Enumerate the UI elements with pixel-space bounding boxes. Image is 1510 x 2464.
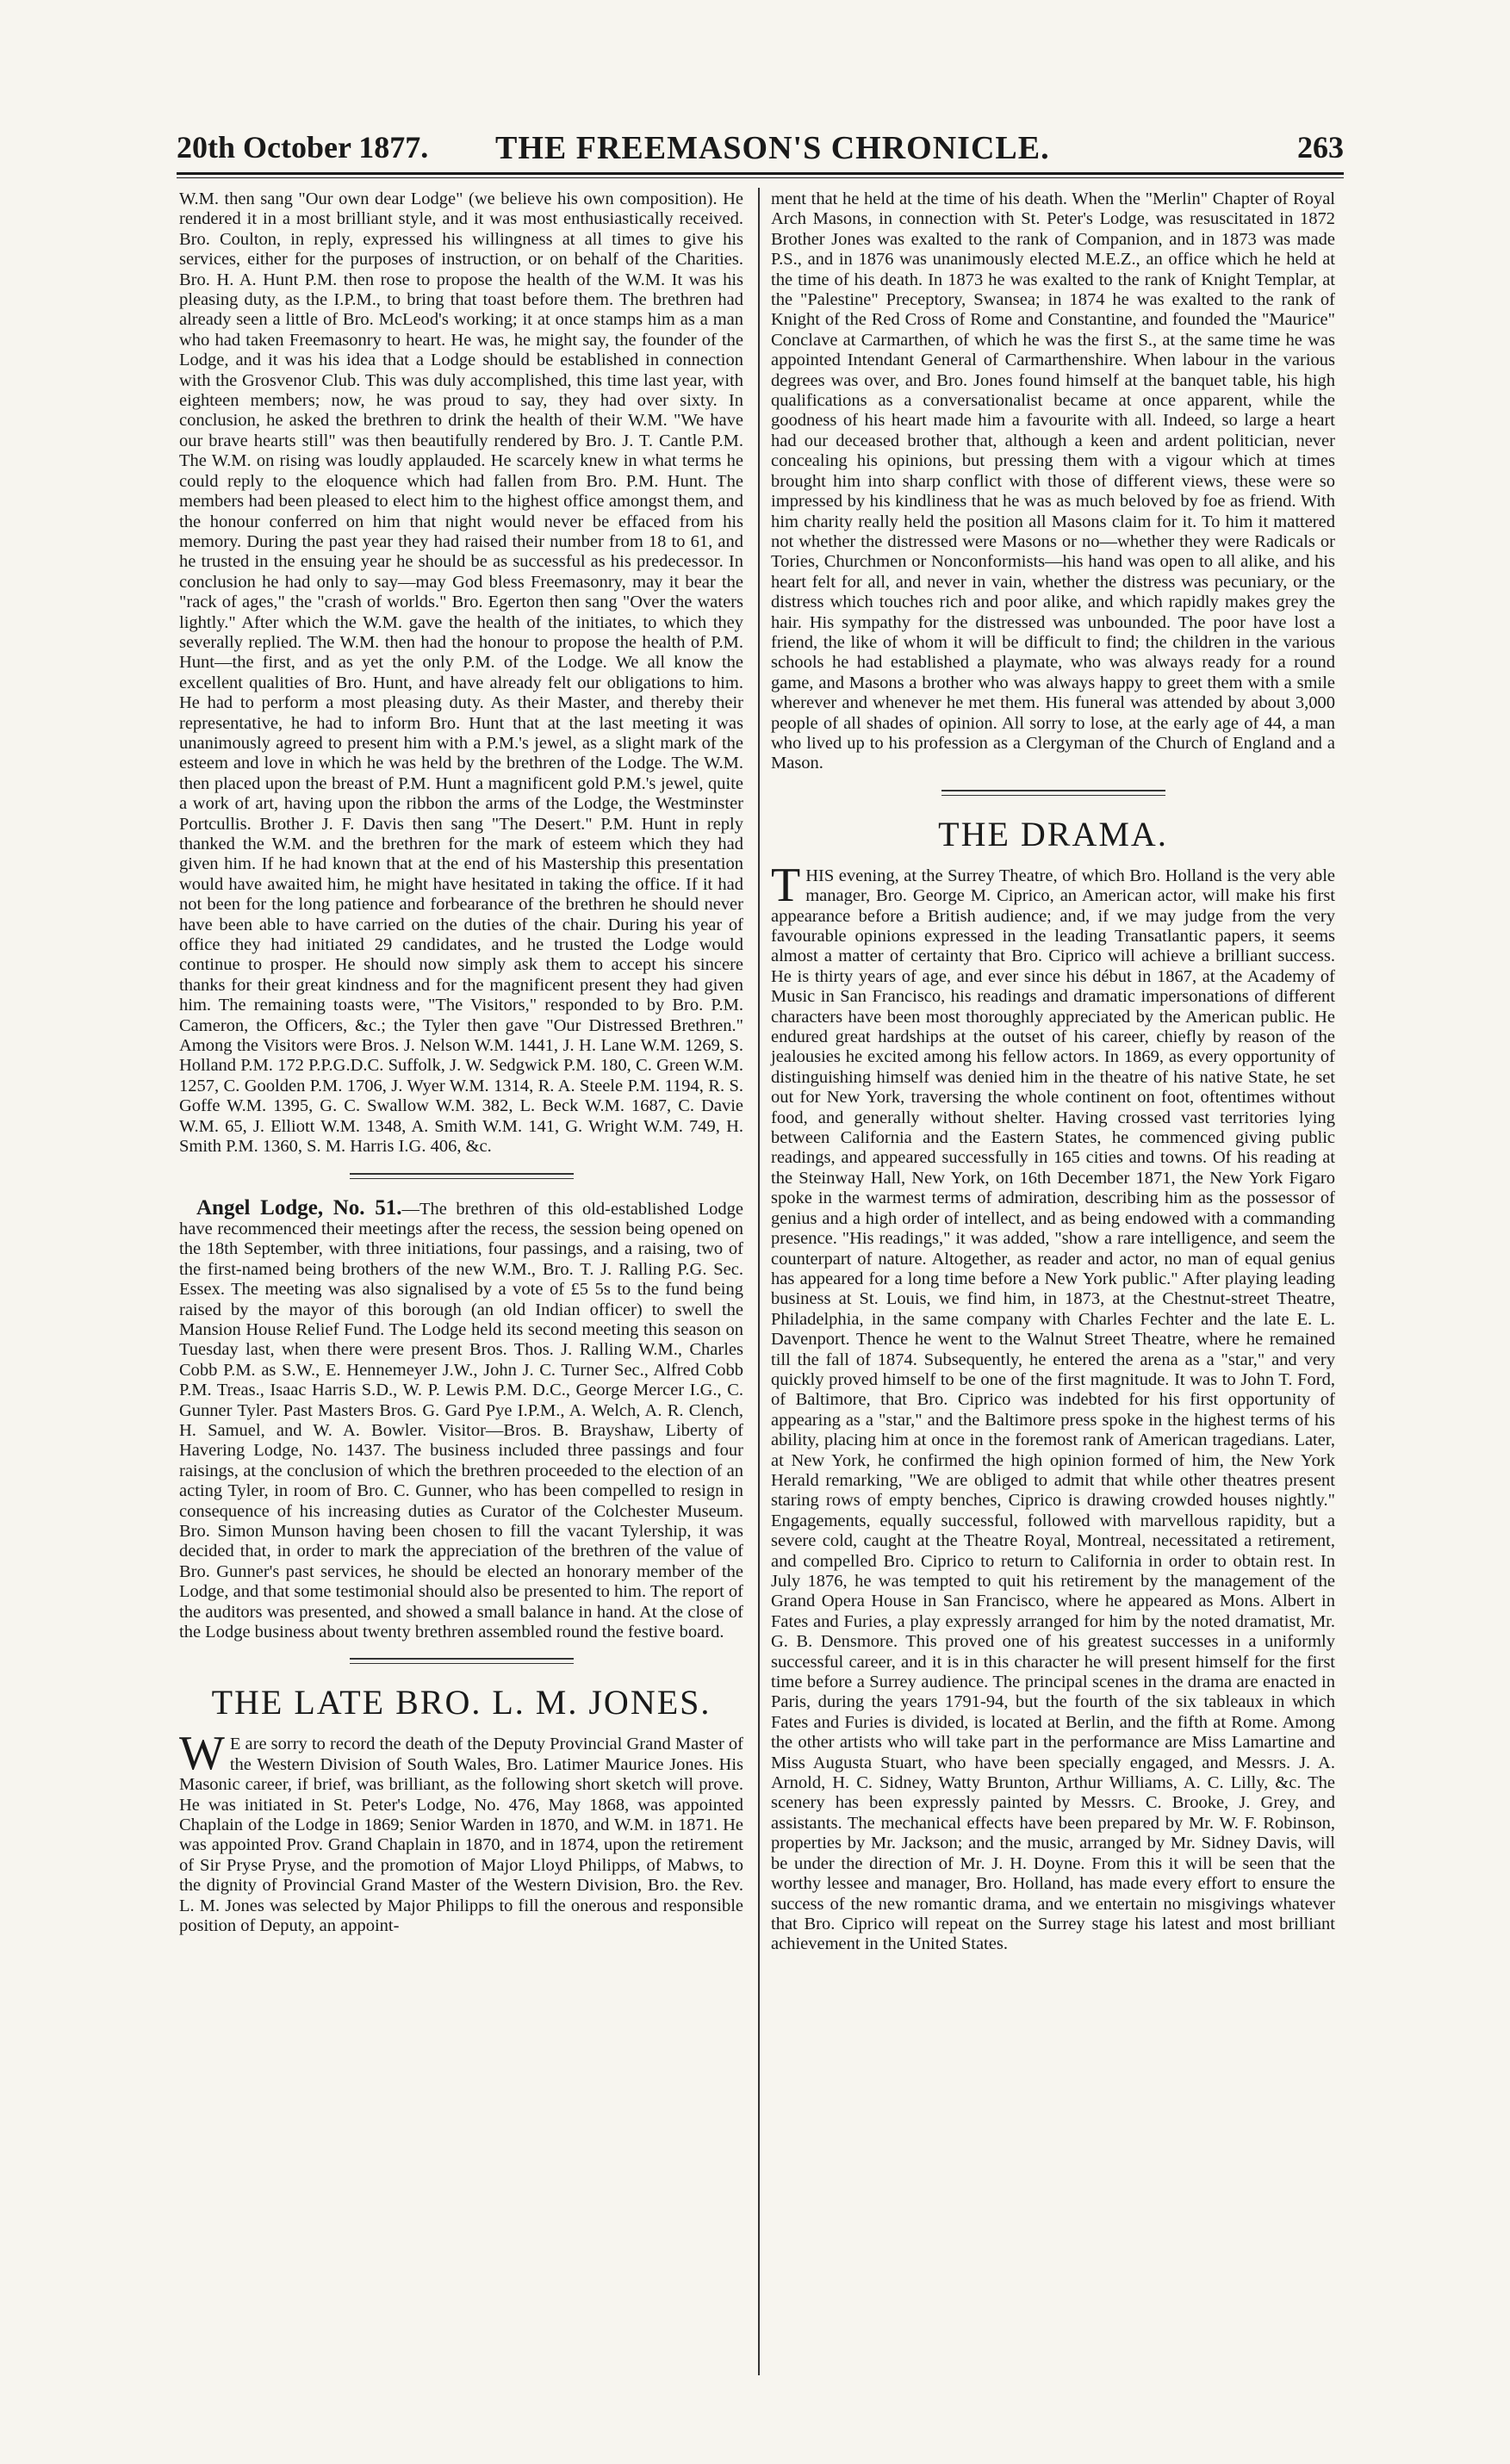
angel-lodge-title: Angel Lodge, No. 51. (196, 1195, 402, 1220)
drama-body: HIS evening, at the Surrey Theatre, of which Bro. Holland is the very able manager, Bro. George M. Ciprico, an American actor, will make his first appearance before a British audience; and, if we may judge from the very favourable opinions expressed in the leading Transatlantic papers, it seems almost a matter of certainty that Bro. Ciprico will achieve a brilliant success. He is thirty years of age, and ever since his début in 1867, at the Academy of Music in San Francisco, his readings and dramatic impersonations of different characters have been most thoroughly appreciated by the American public. He endured great hardships at the outset of his career, chiefly by reason of the jealousies he excited among his fellow actors. In 1869, as every opportunity of distinguishing himself was denied him in the theatre of his native State, he set out for New York, traversing the whole continent on foot, oftentimes without food, and generally without shelter. Having crossed vast territories lying between California and the Eastern States, he commenced giving public readings, and appeared successfully in 165 cities and towns. Of his reading at the Steinway Hall, New York, on 16th December 1871, the New York Figaro spoke in the warmest terms of admiration, describing him as the possessor of genius and a high order of intellect, and as being endowed with a commanding presence. "His readings," it was added, "show a rare intelligence, and seem the counterpart of nature. Altogether, as reader and actor, no man of equal genius has appeared for a long time before a New York public." After playing leading business at St. Louis, we find him, in 1873, at the Chestnut-street Theatre, Philadelphia, in the same company with Charles Fechter and the late E. L. Davenport. Thence he went to the Walnut Street Theatre, where he remained till the fall of 1874. Subsequently, he entered the arena as a "star," and very quickly proved himself to be one of the first magnitude. It was to John T. Ford, of Baltimore, that Bro. Ciprico was indebted for his first opportunity of appearing as a "star," and the Baltimore press spoke in the highest terms of his ability, placing him at once in the foremost rank of American tragedians. Later, at New York, he confirmed the high opinion formed of him, the New York Herald remarking, "We are obliged to admit that while other theatres present staring rows of empty benches, Ciprico is drawing crowded houses nightly." Engagements, equally successful, followed with marvellous rapidity, but a severe cold, caught at the Theatre Royal, Montreal, necessitated a retirement, and compelled Bro. Ciprico to return to California in order to obtain rest. In July 1876, he was tempted to quit his retirement by the management of the Grand Opera House in San Francisco, where he appeared as Mons. Albert in Fates and Furies, a play expressly arranged for him by the noted dramatist, Mr. G. B. Densmore. This proved one of his greatest successes in a uniformly successful career, and it is in this character he will present himself for the first time before a Surrey audience. The principal scenes in the drama are enacted in Paris, during the years 1791-94, but the fourth of the six tableaux in which Fates and Furies is divided, is located at Berlin, and the fifth at Rome. Among the other artists who will take part in the performance are Miss Lamartine and Miss Augusta Stuart, who have been specially engaged, and Messrs. J. A. Arnold, H. C. Sidney, Watty Brunton, Arthur Williams, A. C. Lilly, &c. The scenery has been expressly painted by Messrs. C. Brooke, J. Grey, and assistants. The mechanical effects have been prepared by Mr. W. F. Robinson, properties by Mr. Jackson; and the music, arranged by Mr. Sidney Davis, will be under the direction of Mr. J. H. Doyne. From this it will be seen that the worthy lessee and manager, Bro. Holland, has made every effort to ensure the success of the new romantic drama, and we entertain no misgivings whatever that Bro. Ciprico will repeat on the Surrey stage his latest and most brilliant achievement in the United States. (771, 866, 1335, 1954)
drop-cap: W (179, 1727, 225, 1781)
drama-paragraph (771, 858, 1335, 1955)
masthead (177, 129, 1344, 177)
left-column (179, 189, 743, 1937)
obituary-continued: ment that he held at the time of his death. When the "Merlin" Chapter of Royal Arch Masons, in connection with St. Peter's Lodge, was resuscitated in 1872 Brother Jones was exalted to the rank of Companion, and in 1873 was made P.S., and in 1876 was unanimously elected M.E.Z., an office which he held at the time of his death. In 1873 he was exalted to the rank of Knight Templar, at the "Palestine" Preceptory, Swansea; in 1874 he was exalted to the rank of Knight of the Red Cross of Rome and Constantine, and founded the "Maurice" Conclave at Carmarthen, of which he was the first S., at the same time he was appointed Intendant General of Carmarthenshire. When labour in the various degrees was over, and Bro. Jones found himself at the banquet table, his high qualifications as a conversationalist became at once apparent, while the goodness of his heart made him a favourite with all. Indeed, so large a heart had our deceased brother that, although a keen and ardent politician, never concealing his opinions, but pressing them with a vigour which at times brought him into sharp conflict with those of different views, these were so impressed by his kindliness that he was as much beloved by foe as friend. With him charity really held the position all Masons claim for it. To him it mattered not whether the distressed were Masons or no—whether they were Radicals or Tories, Churchmen or Nonconformists—his hand was open to all alike, and his heart felt for all, and never in vain, whether the distress was pecuniary, or the distress which touches rich and poor alike, and which rapidly makes grey the hair. His sympathy for the distressed was unbounded. The poor have lost a friend, the like of whom it will be difficult to find; the children in the various schools he had established a playmate, who was always ready for a round game, and Masons a brother who was always happy to greet them with a smile wherever and whenever he met them. His funeral was attended by about 3,000 people of all shades of opinion. All sorry to lose, at the early age of 44, a man who lived up to his profession as a Clergyman of the Church of England and a Mason. (771, 189, 1335, 773)
masthead-rule (177, 172, 1344, 175)
section-rule (941, 790, 1165, 791)
section-rule-thin (350, 1663, 574, 1664)
angel-lodge-body: —The brethren of this old-established Lodge have recommenced their meetings after the recess, the session being opened on the 18th September, with three initiations, four passings, and a raising, two of the first-named being brothers of the new W.M., Bro. T. J. Ralling P.G. Sec. Essex. The meeting was also signalised by a vote of £5 5s to the fund being raised by the mayor of this borough (an old Indian officer) to swell the Mansion House Relief Fund. The Lodge held its second meeting this season on Tuesday last, when there were present Bros. Thos. J. Ralling W.M., Charles Cobb P.M. as S.W., E. Hennemeyer J.W., John J. C. Turner Sec., Alfred Cobb P.M. Treas., Isaac Harris S.D., W. P. Lewis P.M. D.C., George Mercer I.G., C. Gunner Tyler. Past Masters Bros. G. Gard Pye I.P.M., A. Welch, A. R. Clench, H. Samuel, and W. A. Bowler. Visitor—Bros. B. Brayshaw, Liberty of Havering Lodge, No. 1437. The business included three passings and four raisings, at the conclusion of which the brethren proceeded to the election of an acting Tyler, in room of Bro. C. Gunner, who has been compelled to resign in consequence of his increasing duties as Curator of the Colchester Museum. Bro. Simon Munson having been chosen to fill the vacant Tylership, it was decided that, in order to mark the appreciation of the brethren of the value of Bro. Gunner's past services, he should be elected an honorary member of the Lodge, and that some testimonial should also be presented to him. The report of the auditors was presented, and showed a small balance in hand. At the close of the Lodge business about twenty brethren assembled round the festive board. (179, 1199, 743, 1642)
obituary-body: E are sorry to record the death of the Deputy Provincial Grand Master of the Western Division of South Wales, Bro. Latimer Maurice Jones. His Masonic career, if brief, was brilliant, as the following short sketch will prove. He was initiated in St. Peter's Lodge, No. 476, May 1868, was appointed Chaplain of the Lodge in 1869; Senior Warden in 1870, and W.M. in 1871. He was appointed Prov. Grand Chaplain in 1870, and in 1874, upon the retirement of Sir Pryse Pryse, and the promotion of Major Lloyd Philipps, of Mabws, to the dignity of Provincial Grand Master of the Western Division, Bro. the Rev. L. M. Jones was selected by Major Philipps to fill the onerous and responsible position of Deputy, an appoint- (179, 1735, 743, 1936)
section-rule-thin (941, 795, 1165, 796)
page-number: 263 (1297, 130, 1344, 164)
section-rule (350, 1658, 574, 1660)
section-rule (350, 1173, 574, 1175)
obituary-heading: THE LATE BRO. L. M. JONES. (211, 1683, 712, 1722)
obituary-paragraph (179, 1727, 743, 1936)
column-divider (758, 188, 760, 2375)
drama-heading: THE DRAMA. (938, 814, 1168, 853)
right-column (771, 189, 1335, 1955)
angel-lodge-paragraph (179, 1195, 743, 1643)
masthead-rule-thin (177, 177, 1344, 178)
drop-cap: T (771, 858, 801, 912)
lodge-report-continued: W.M. then sang "Our own dear Lodge" (we believe his own composition). He rendered it in a most brilliant style, and it was most enthusiastically received. Bro. Coulton, in reply, expressed his willingness at all times to give his services, either for the purposes of instruction, or on behalf of the Charities. Bro. H. A. Hunt P.M. then rose to propose the health of the W.M. It was his pleasing duty, as the I.P.M., to bring that toast before them. The brethren had already seen a little of Bro. McLeod's working; it at once stamps him as a man who had taken Freemasonry to heart. He was, he might say, the founder of the Lodge, and it was his idea that a Lodge should be established in connection with the Grosvenor Club. This was duly accomplished, this time last year, with eighteen members; now, he was proud to say, they had over sixty. In conclusion, he asked the brethren to drink the health of their W.M. "We have our brave hearts still" was then beautifully rendered by Bro. J. T. Cantle P.M. The W.M. on rising was loudly applauded. He scarcely knew in what terms he could reply to the eloquence which had fallen from Bro. P.M. Hunt. The members had been pleased to elect him to the highest office amongst them, and the honour conferred on him that night would never be effaced from his memory. During the past year they had raised their number from 18 to 61, and he trusted in the ensuing year he should be as successful as his predecessor. In conclusion he had only to say—may God bless Freemasonry, may it bear the "rack of ages," the "crash of worlds." Bro. Egerton then sang "Over the waters lightly." After which the W.M. gave the health of the initiates, to which they severally replied. The W.M. then had the honour to propose the health of P.M. Hunt—the first, and as yet the only P.M. of the Lodge. We all know the excellent qualities of Bro. Hunt, and have already felt our obligations to him. He had to perform a most pleasing duty. As their Master, and thereby their representative, he had to inform Bro. Hunt that at the last meeting it was unanimously agreed to present him with a P.M.'s jewel, as a slight mark of the esteem and love in which he was held by the brethren of the Lodge. The W.M. then placed upon the breast of P.M. Hunt a magnificent gold P.M.'s jewel, quite a work of art, having upon the ribbon the arms of the Lodge, the Westminster Portcullis. Brother J. F. Davis then sang "The Desert." P.M. Hunt in reply thanked the W.M. and the brethren for the mark of esteem which they had given him. If he had known that at the end of his Mastership this presentation would have awaited him, he might have hesitated in taking the office. If it had not been for the long patience and forbearance of the brethren he should never have been able to have carried on the duties of the chair. During his year of office they had initiated 29 candidates, and he trusted the Lodge would continue to prosper. He should now simply ask them to accept his sincere thanks for their great kindness and for the magnificent present they had given him. The remaining toasts were, "The Visitors," responded to by Bro. P.M. Cameron, the Officers, &c.; the Tyler then gave "Our Distressed Brethren." Among the Visitors were Bros. J. Nelson W.M. 1441, J. H. Lane W.M. 1269, S. Holland P.M. 172 P.P.G.D.C. Suffolk, J. W. Sedgwick P.M. 180, C. Green W.M. 1257, C. Goolden P.M. 1706, J. Wyer W.M. 1314, R. A. Steele P.M. 1194, R. S. Goffe W.M. 1395, G. C. Swallow W.M. 382, L. Beck W.M. 1687, C. Davie W.M. 65, J. Elliott W.M. 1348, A. Smith W.M. 141, G. Wright W.M. 749, H. Smith P.M. 1360, S. M. Harris I.G. 406, &c. (179, 189, 743, 1157)
issue-date: 20th October 1877. (177, 130, 429, 164)
section-rule-thin (350, 1178, 574, 1179)
publication-title: THE FREEMASON'S CHRONICLE. (495, 130, 1050, 166)
